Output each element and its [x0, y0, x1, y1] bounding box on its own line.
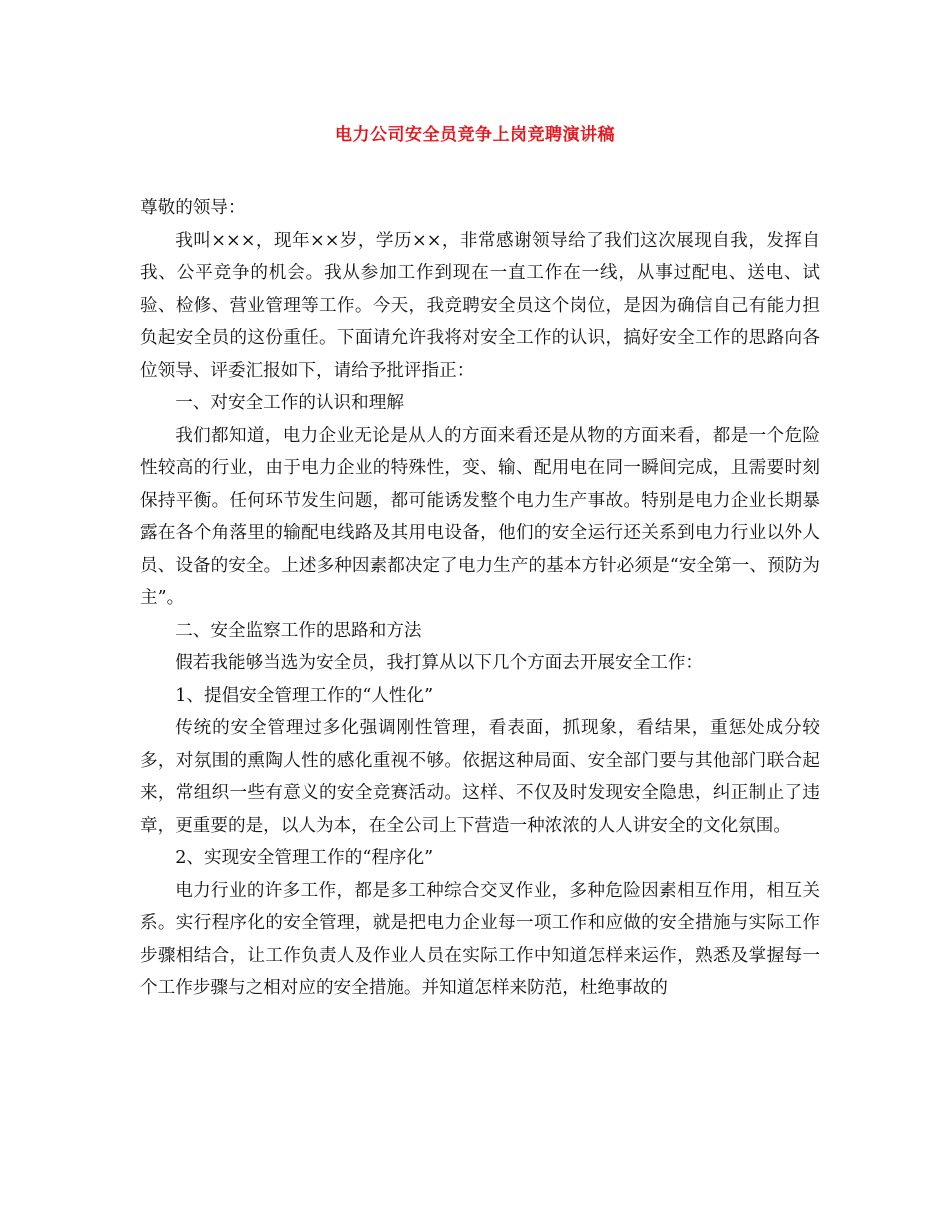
document-title: 电力公司安全员竞争上岗竞聘演讲稿 — [335, 125, 615, 145]
paragraph-plan: 假若我能够当选为安全员，我打算从以下几个方面去开展安全工作： — [175, 653, 704, 673]
paragraph-intro: 我叫×××，现年××岁，学历××，非常感谢领导给了我们这次展现自我，发挥自我、公平竞争的机会。我从参加工作到现在一直工作在一线，从事过配电、送电、试验、检修、营业管理等工作。今天，我竞聘安全员这个岗位，是因为确信自己有能力担负起安全员的这份重任。下面请允许我将对安全工作的认识，搞好安全工作的思路向各位领导、评委汇报如下，请给予批评指正： — [140, 230, 820, 381]
subheading-2: 2、实现安全管理工作的“程序化” — [175, 848, 434, 868]
subheading-1: 1、提倡安全管理工作的“人性化” — [175, 685, 434, 706]
salutation: 尊敬的领导： — [140, 198, 246, 218]
document-body — [140, 192, 820, 1005]
paragraph-procedure: 电力行业的许多工作，都是多工种综合交叉作业，多种危险因素相互作用，相互关系。实行程序化的安全管理，就是把电力企业每一项工作和应做的安全措施与实际工作步骤相结合，让工作负责人及作业人员在实际工作中知道怎样来运作，熟悉及掌握每一个工作步骤与之相对应的安全措施。并知道怎样来防范，杜绝事故的 — [140, 880, 820, 998]
section-heading-2: 二、安全监察工作的思路和方法 — [175, 620, 422, 641]
section-heading-1: 一、对安全工作的认识和理解 — [175, 393, 404, 413]
paragraph-understanding: 我们都知道，电力企业无论是从人的方面来看还是从物的方面来看，都是一个危险性较高的行业，由于电力企业的特殊性，变、输、配用电在同一瞬间完成，且需要时刻保持平衡。任何环节发生问题，都可能诱发整个电力生产事故。特别是电力企业长期暴露在各个角落里的输配电线路及其用电设备，他们的安全运行还关系到电力行业以外人员、设备的安全。上述多种因素都决定了电力生产的基本方针必须是“安全第一、预防为主”。 — [140, 425, 820, 608]
paragraph-humanization: 传统的安全管理过多化强调刚性管理，看表面，抓现象，看结果，重惩处成分较多，对氛围的熏陶人性的感化重视不够。依据这种局面、安全部门要与其他部门联合起来，常组织一些有意义的安全竞赛活动。这样、不仅及时发现安全隐患，纠正制止了违章，更重要的是，以人为本，在全公司上下营造一种浓浓的人人讲安全的文化氛围。 — [140, 718, 820, 836]
